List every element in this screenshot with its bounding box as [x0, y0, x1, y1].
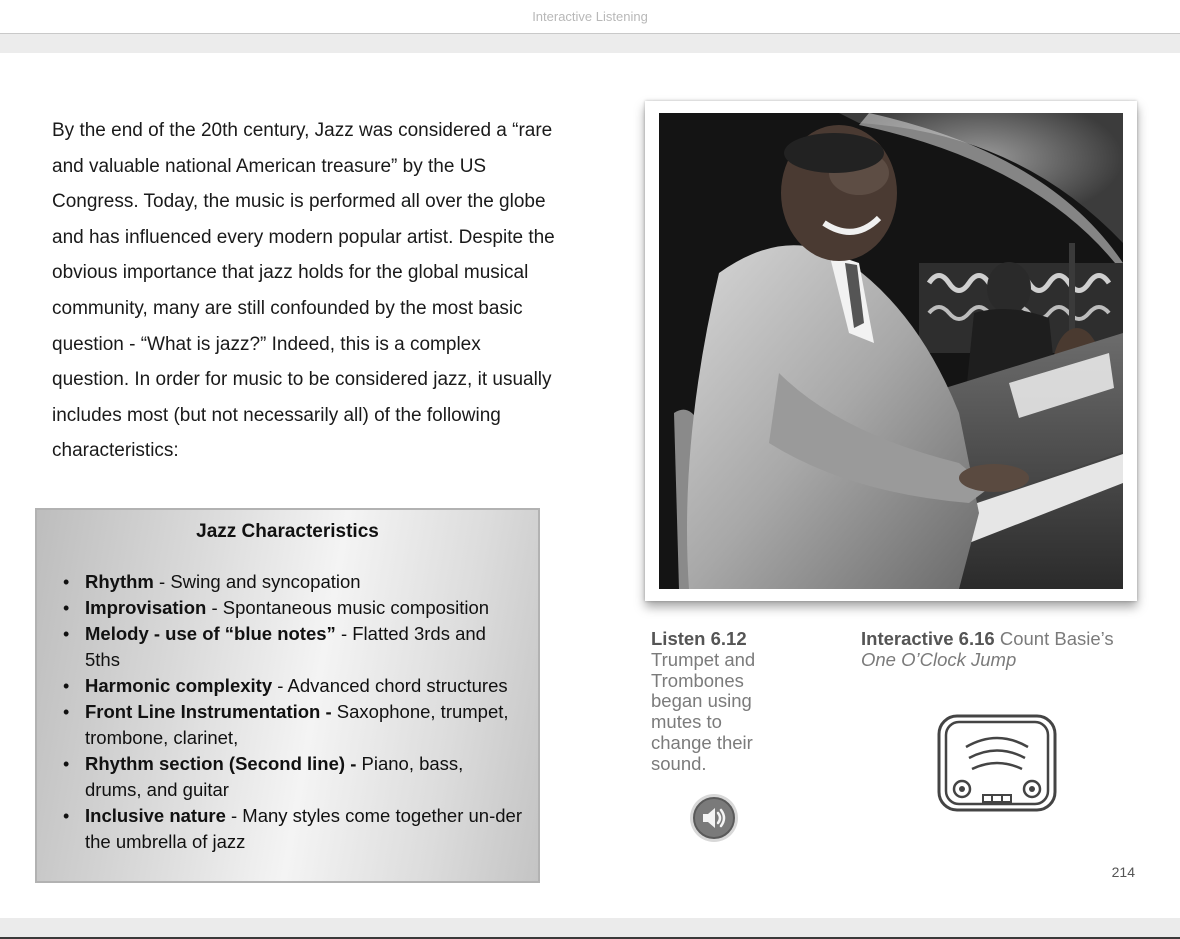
list-item	[83, 673, 523, 699]
listen-line: sound.	[651, 752, 707, 774]
radio-player-button[interactable]	[936, 713, 1058, 813]
characteristic-term: Front Line Instrumentation -	[85, 701, 332, 722]
interactive-song: One O’Clock Jump	[861, 648, 1017, 670]
photo-frame	[645, 101, 1137, 601]
bottom-bar	[0, 918, 1180, 939]
page-number: 214	[1111, 864, 1135, 880]
characteristics-list	[81, 569, 523, 855]
characteristic-term: Improvisation	[85, 597, 207, 618]
intro-line: characteristics:	[52, 440, 179, 462]
window-title: Interactive Listening	[0, 0, 1180, 34]
characteristic-desc: Saxophone, trumpet, trombone, clarinet,	[85, 701, 509, 748]
listen-caption	[651, 629, 791, 775]
characteristic-desc: - Spontaneous music composition	[206, 597, 490, 618]
characteristic-term: Rhythm	[85, 571, 154, 592]
listen-line: began using	[651, 690, 752, 712]
listen-title: Listen 6.12	[651, 628, 747, 649]
intro-line: By the end of the 20th century, Jazz was considered a “rare	[52, 120, 553, 141]
list-item	[83, 751, 523, 803]
characteristic-desc: - Many styles come together un-der the umbrella of jazz	[85, 805, 522, 852]
list-item	[83, 595, 523, 621]
toolbar-strip	[0, 34, 1180, 53]
characteristic-desc: Piano, bass, drums, and guitar	[85, 753, 464, 800]
list-item	[83, 621, 523, 673]
list-item	[83, 803, 523, 855]
listen-line: Trombones	[651, 669, 744, 691]
intro-line: and valuable national American treasure” by the US	[52, 155, 487, 177]
interactive-title: Interactive 6.16	[861, 628, 995, 649]
intro-paragraph	[52, 113, 572, 469]
listen-line: change their	[651, 731, 753, 753]
characteristic-term: Melody - use of “blue notes”	[85, 623, 336, 644]
radio-icon	[936, 713, 1058, 813]
intro-line: community, many are still confounded by the most basic	[52, 297, 523, 319]
list-item	[83, 569, 523, 595]
intro-line: and has influenced every modern popular artist. Despite the	[52, 226, 555, 248]
play-audio-button[interactable]	[689, 793, 739, 843]
count-basie-photo	[659, 113, 1123, 589]
characteristic-desc: - Flatted 3rds and 5ths	[85, 623, 486, 670]
intro-line: Congress. Today, the music is performed all over the globe	[52, 191, 546, 213]
interactive-caption	[861, 629, 1141, 671]
characteristic-term: Inclusive nature	[85, 805, 226, 826]
intro-line: question. In order for music to be considered jazz, it usually	[52, 369, 552, 391]
intro-line: question - “What is jazz?” Indeed, this is a complex	[52, 333, 481, 355]
speaker-icon	[689, 793, 739, 843]
intro-line: obvious importance that jazz holds for the global musical	[52, 262, 529, 284]
jazz-characteristics-box	[35, 508, 540, 883]
jazz-characteristics-title: Jazz Characteristics	[196, 521, 379, 542]
characteristic-term: Harmonic complexity	[85, 675, 273, 696]
piano-player-photo	[659, 113, 1123, 589]
characteristic-desc: - Advanced chord structures	[272, 675, 508, 696]
intro-line: includes most (but not necessarily all) of the following	[52, 404, 501, 426]
characteristic-desc: - Swing and syncopation	[153, 571, 361, 592]
characteristic-term: Rhythm section (Second line) -	[85, 753, 357, 774]
listen-line: Trumpet and	[651, 648, 756, 670]
list-item	[83, 699, 523, 751]
interactive-artist: Count Basie’s	[994, 628, 1114, 649]
listen-line: mutes to	[651, 711, 722, 733]
interactive-heading	[861, 629, 1141, 650]
